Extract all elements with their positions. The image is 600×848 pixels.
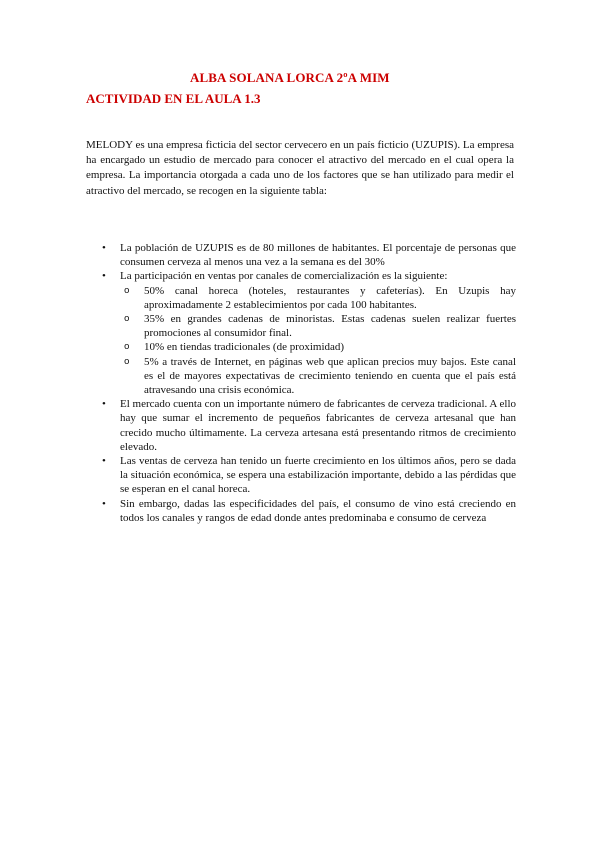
bullet-icon: • xyxy=(102,398,106,411)
sublist-item-text: 50% canal horeca (hoteles, restaurantes y cafeterías). En Uzupis hay aproximadamente 2 establecimientos por cada 100 habitantes. xyxy=(144,284,516,311)
circle-bullet-icon: o xyxy=(124,285,130,296)
bullet-icon: • xyxy=(102,242,106,254)
sublist-item xyxy=(120,284,516,312)
document-title: ALBA SOLANA LORCA 2ºA MIM xyxy=(190,70,390,85)
bullet-icon: • xyxy=(102,497,106,510)
list-item xyxy=(86,241,516,269)
sublist-item-text: 5% a través de Internet, en páginas web que aplican precios muy bajos. Este canal es el de mayores expectativas de crecimiento teniendo en cuenta que el país está atravesando una crisis económica. xyxy=(144,355,516,397)
circle-bullet-icon: o xyxy=(124,314,130,325)
list-item-text: El mercado cuenta con un importante número de fabricantes de cerveza tradicional. A ello hay que sumar el incremento de pequeños fabricantes de cerveza artesanal que han crecido mucho últimamente. La cerveza artesana está presentando ritmos de crecimiento elevado. xyxy=(120,398,516,453)
circle-bullet-icon: o xyxy=(124,342,130,353)
sublist-item xyxy=(120,340,516,354)
bullet-icon: • xyxy=(102,455,106,468)
intro-paragraph: MELODY es una empresa ficticia del sector cervecero en un país ficticio (UZUPIS). La empresa ha encargado un estudio de mercado para conocer el atractivo del mercado en el cual opera la empresa. La importancia otorgada a cada uno de los factores que se han utilizado para medir el atractivo del mercado, se recogen en la siguiente tabla: xyxy=(86,139,514,197)
activity-heading: ACTIVIDAD EN EL AULA 1.3 xyxy=(86,91,261,106)
list-item-text: Sin embargo, dadas las especificidades del país, el consumo de vino está creciendo en todos los canales y rangos de edad donde antes predominaba e consumo de cerveza xyxy=(120,497,516,524)
list-item xyxy=(86,497,516,525)
list-item-text: La población de UZUPIS es de 80 millones de habitantes. El porcentaje de personas que consumen cerveza al menos una vez a la semana es del 30% xyxy=(120,242,516,269)
channel-sublist xyxy=(120,284,516,398)
sublist-item-text: 35% en grandes cadenas de minoristas. Estas cadenas suelen realizar fuertes promociones al consumidor final. xyxy=(144,313,516,340)
list-item xyxy=(86,454,516,497)
sublist-item xyxy=(120,312,516,340)
list-item xyxy=(86,269,516,397)
factor-list xyxy=(86,241,516,525)
list-item xyxy=(86,397,516,454)
sublist-item-text: 10% en tiendas tradicionales (de proximidad) xyxy=(144,341,345,354)
list-item-text: La participación en ventas por canales de comercialización es la siguiente: xyxy=(120,270,448,283)
list-item-text: Las ventas de cerveza han tenido un fuerte crecimiento en los últimos años, pero se dada la situación económica, se espera una estabilización importante, debido a las pérdidas que se esperan en el canal horeca. xyxy=(120,455,516,496)
sublist-item xyxy=(120,355,516,398)
bullet-icon: • xyxy=(102,270,106,283)
circle-bullet-icon: o xyxy=(124,356,130,367)
